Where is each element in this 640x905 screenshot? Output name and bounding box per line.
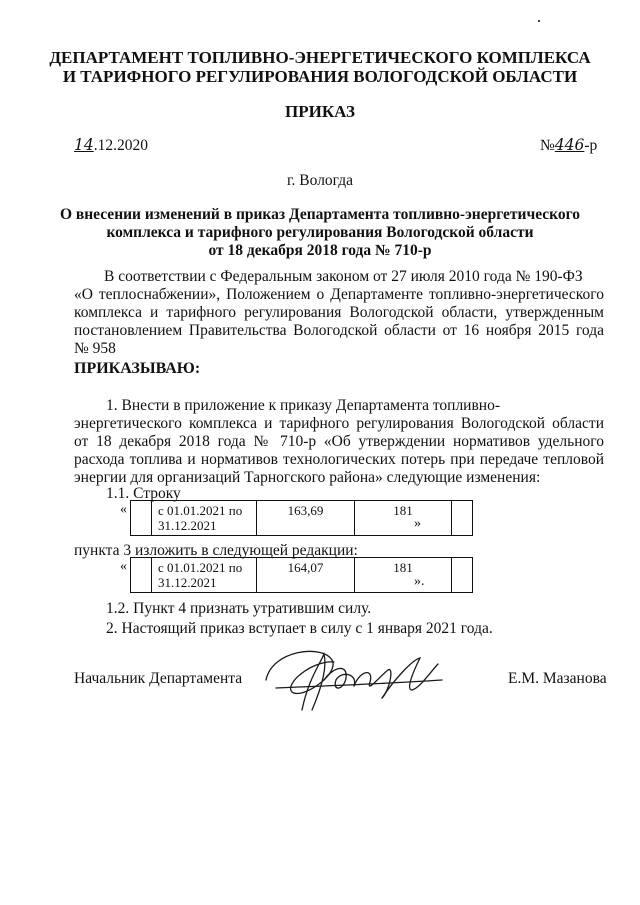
row-old-table bbox=[130, 500, 473, 536]
date-rest: .12.2020 bbox=[93, 137, 148, 154]
row-old-empty-cell-2 bbox=[452, 501, 473, 536]
subject-line-1: О внесении изменений в приказ Департамента топливно-энергетического bbox=[59, 206, 581, 223]
number-prefix: № bbox=[540, 137, 555, 154]
preamble-line-5: № 958 bbox=[74, 340, 116, 357]
item-1-1-continued: пункта 3 изложить в следующей редакции: bbox=[74, 542, 358, 559]
row-old-empty-cell bbox=[131, 501, 152, 536]
handwritten-signature bbox=[262, 640, 452, 720]
order-word: ПРИКАЗЫВАЮ: bbox=[74, 360, 201, 377]
row-old-period-l1: с 01.01.2021 по bbox=[158, 503, 243, 518]
row-new-close-quote: ». bbox=[414, 574, 425, 589]
item-1-line-1: 1. Внести в приложение к приказу Департамента топливно- bbox=[106, 397, 501, 414]
header-line-2: И ТАРИФНОГО РЕГУЛИРОВАНИЯ ВОЛОГОДСКОЙ ОБЛАСТИ bbox=[62, 67, 578, 86]
signatory-position: Начальник Департамента bbox=[74, 670, 243, 687]
document-type: ПРИКАЗ bbox=[285, 102, 355, 121]
row-old-value-2: 181 bbox=[355, 501, 452, 536]
row-old-period bbox=[152, 501, 257, 536]
row-new-value-1: 164,07 bbox=[257, 558, 355, 593]
table-row bbox=[131, 501, 473, 536]
number-value: 446 bbox=[554, 136, 585, 154]
item-2: 2. Настоящий приказ вступает в силу с 1 января 2021 года. bbox=[106, 620, 493, 637]
department-header bbox=[0, 48, 640, 86]
order-date bbox=[74, 136, 148, 155]
row-new-period-l2: 31.12.2021 bbox=[158, 575, 217, 590]
item-1-line-3: от 18 декабря 2018 года № 710-р «Об утверждении нормативов удельного bbox=[74, 433, 604, 450]
preamble-line-1: В соответствии с Федеральным законом от 27 июля 2010 года № 190-ФЗ bbox=[104, 268, 583, 285]
item-1-2: 1.2. Пункт 4 признать утратившим силу. bbox=[106, 600, 372, 617]
scan-speck bbox=[538, 20, 540, 22]
header-line-1: ДЕПАРТАМЕНТ ТОПЛИВНО-ЭНЕРГЕТИЧЕСКОГО КОМПЛЕКСА bbox=[49, 48, 591, 67]
row-new-value-2: 181 bbox=[355, 558, 452, 593]
item-1 bbox=[74, 397, 604, 487]
preamble bbox=[74, 268, 604, 358]
row-old-open-quote: « bbox=[120, 502, 127, 517]
row-new-period-l1: с 01.01.2021 по bbox=[158, 560, 243, 575]
preamble-line-4: постановлением Правительства Вологодской области от 16 ноября 2015 года bbox=[74, 322, 604, 339]
preamble-line-3: комплекса и тарифного регулирования Вологодской области, утвержденным bbox=[74, 304, 604, 321]
order-number bbox=[540, 136, 597, 155]
number-suffix: -р bbox=[584, 137, 598, 154]
row-new-empty-cell-2 bbox=[452, 558, 473, 593]
subject bbox=[0, 206, 640, 260]
item-1-line-5: энергии для организаций Тарногского района» следующие изменения: bbox=[74, 469, 541, 486]
row-old-period-l2: 31.12.2021 bbox=[158, 518, 217, 533]
item-1-1: 1.1. Строку bbox=[106, 485, 181, 502]
subject-line-3: от 18 декабря 2018 года № 710-р bbox=[208, 242, 432, 259]
signatory-name: Е.М. Мазанова bbox=[508, 670, 607, 687]
date-day: 14 bbox=[74, 136, 94, 154]
row-new-period bbox=[152, 558, 257, 593]
row-old-value-1: 163,69 bbox=[257, 501, 355, 536]
item-1-line-4: расхода топлива и нормативов технологических потерь при передаче тепловой bbox=[74, 451, 604, 468]
subject-line-2: комплекса и тарифного регулирования Вологодской области bbox=[106, 224, 534, 241]
row-new-empty-cell bbox=[131, 558, 152, 593]
row-new-open-quote: « bbox=[120, 559, 127, 574]
city: г. Вологда bbox=[286, 172, 354, 189]
row-old-close-quote: » bbox=[414, 516, 421, 531]
item-1-line-2: энергетического комплекса и тарифного регулирования Вологодской области bbox=[74, 415, 604, 432]
preamble-line-2: «О теплоснабжении», Положением о Департаменте топливно-энергетического bbox=[74, 286, 604, 303]
